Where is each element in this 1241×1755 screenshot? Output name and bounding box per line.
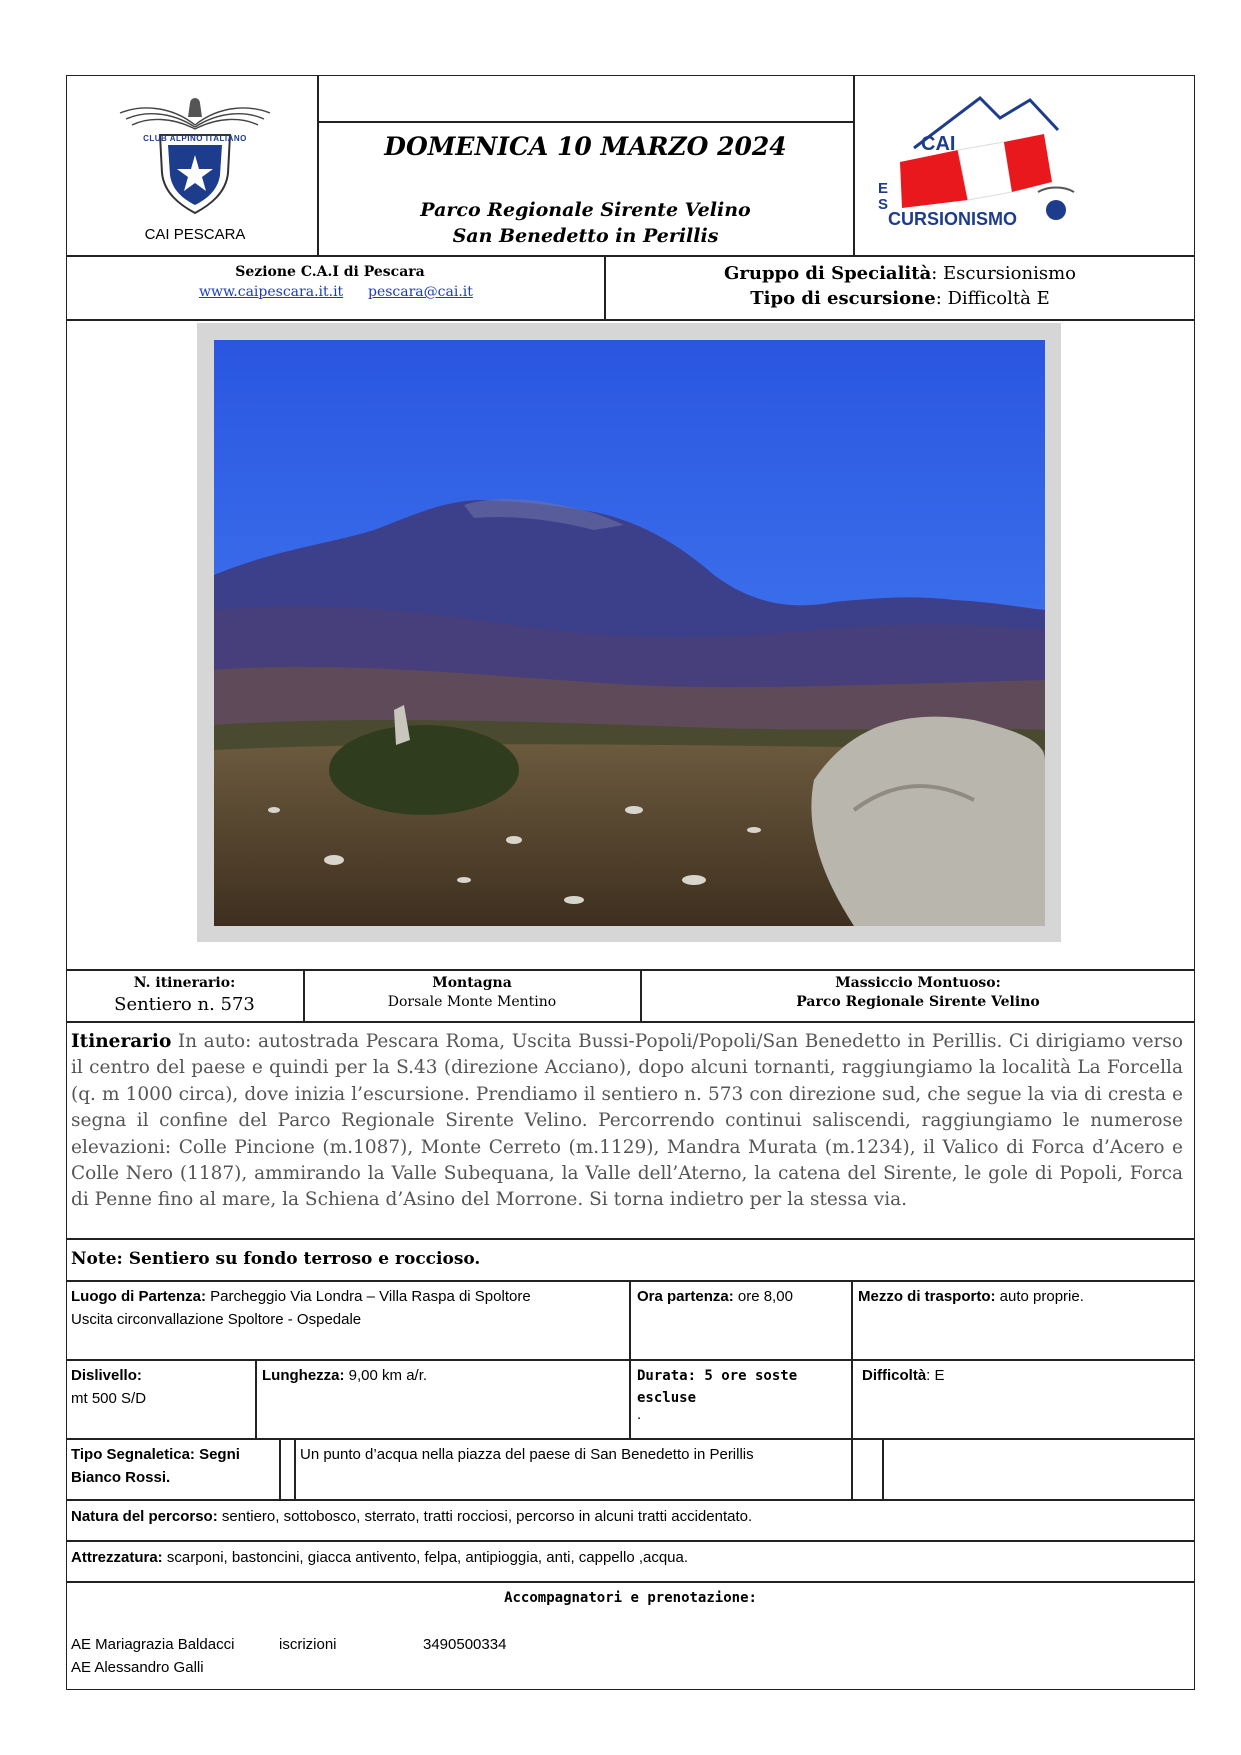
divider [853, 75, 855, 256]
divider [66, 1540, 1195, 1542]
divider [882, 1438, 884, 1500]
divider [66, 1438, 1195, 1440]
length-label: Lunghezza: [262, 1367, 345, 1384]
divider [851, 1280, 853, 1360]
mountain-label: Montagna [432, 975, 512, 991]
duration-label-2: escluse [637, 1390, 697, 1406]
water-point: Un punto d’acqua nella piazza del paese di San Benedetto in Perillis [300, 1446, 754, 1463]
signage-label-2: Bianco Rossi. [71, 1469, 171, 1486]
divider [66, 319, 1195, 321]
difficulty-label: Difficoltà [862, 1367, 927, 1384]
divider [294, 1438, 296, 1500]
divider [66, 1021, 1195, 1023]
type-label: Tipo di escursione [750, 288, 936, 309]
difficulty-value: : E [926, 1367, 945, 1384]
route-nature-label: Natura del percorso: [71, 1508, 218, 1525]
email-link[interactable]: pescara@cai.it [368, 284, 473, 300]
note-text: Note: Sentiero su fondo terroso e roccioso. [71, 1249, 481, 1269]
divider [851, 1438, 853, 1500]
type-line [605, 288, 1195, 309]
divider [66, 1280, 1195, 1282]
divider [851, 1359, 853, 1439]
length [262, 1367, 427, 1384]
divider [279, 1438, 281, 1500]
divider [66, 255, 1195, 257]
route-nature-value: sentiero, sottobosco, sterrato, tratti rocciosi, percorso in alcuni tratti accidentato. [217, 1508, 753, 1525]
departure-line [71, 1288, 531, 1305]
difficulty [862, 1367, 945, 1384]
group-value: : Escursionismo [931, 263, 1076, 284]
divider [66, 1499, 1195, 1501]
divider [629, 1280, 631, 1360]
massif-label: Massiccio Montuoso: [835, 975, 1001, 991]
logo-ring-text: CLUB ALPINO ITALIANO [143, 134, 247, 143]
departure-time-value: ore 8,00 [733, 1288, 793, 1305]
divider [66, 969, 1195, 971]
guide-name-2: AE Alessandro Galli [71, 1659, 204, 1676]
group-label: Gruppo di Specialità [724, 263, 932, 284]
cai-eagle-logo [110, 95, 280, 220]
equipment-label: Attrezzatura: [71, 1549, 163, 1566]
guides-title: Accompagnatori e prenotazione: [504, 1590, 757, 1606]
departure-label: Luogo di Partenza: [71, 1288, 206, 1305]
type-value: : Difficoltà E [935, 288, 1050, 309]
route-nature [71, 1508, 752, 1525]
divider [66, 1238, 1195, 1240]
itinerary-heading: Itinerario [71, 1031, 172, 1052]
equipment [71, 1549, 688, 1566]
itinerary-description [71, 1029, 1183, 1214]
divider [66, 1359, 1195, 1361]
divider [66, 1581, 1195, 1583]
transport-label: Mezzo di trasporto: [858, 1288, 996, 1305]
itinerary-label: N. itinerario: [133, 975, 236, 991]
logo-s-letter: S [878, 196, 889, 213]
registration-phone: 3490500334 [423, 1636, 507, 1653]
elevation-value: mt 500 S/D [71, 1390, 147, 1407]
mountain-value: Dorsale Monte Mentino [387, 994, 557, 1010]
elevation-label: Dislivello: [71, 1367, 142, 1384]
section-title: Sezione C.A.I di Pescara [235, 264, 425, 280]
place-subtitle: San Benedetto in Perillis [452, 225, 719, 247]
departure-value: Parcheggio Via Londra – Villa Raspa di Spoltore [206, 1288, 531, 1305]
guide-name-1: AE Mariagrazia Baldacci [71, 1636, 235, 1653]
duration-dot: . [637, 1406, 642, 1423]
divider [629, 1359, 631, 1439]
park-subtitle: Parco Regionale Sirente Velino [420, 199, 751, 221]
transport [858, 1288, 1084, 1305]
logo-cai-text: CAI [921, 133, 956, 155]
logo-caption: CAI PESCARA [144, 226, 246, 243]
length-value: 9,00 km a/r. [344, 1367, 428, 1384]
equipment-value: scarponi, bastoncini, giacca antivento, felpa, antipioggia, anti, cappello ,acqua. [162, 1549, 689, 1566]
website-link[interactable]: www.caipescara.it.it [199, 284, 344, 300]
departure-exit: Uscita circonvallazione Spoltore - Ospedale [71, 1311, 362, 1328]
landscape-photo [214, 340, 1045, 926]
divider [255, 1359, 257, 1439]
logo-e-letter: E [878, 180, 889, 197]
departure-time-label: Ora partenza: [637, 1288, 734, 1305]
massif-value: Parco Regionale Sirente Velino [796, 994, 1040, 1010]
page-title: DOMENICA 10 MARZO 2024 [384, 132, 787, 161]
signage-label: Tipo Segnaletica: Segni [71, 1446, 240, 1463]
duration-label: Durata: 5 ore soste [637, 1368, 798, 1384]
divider [317, 121, 853, 123]
itinerary-text: In auto: autostrada Pescara Roma, Uscita Bussi-Popoli/Popoli/San Benedetto in Perillis. Ci dirigiamo verso il centro del paese e quindi per la S.43 (direzione Acciano), dopo alcuni tornanti, raggiungiamo la località La Forcella (q. m 1000 circa), dove inizia l’escursione. Prendiamo il sentiero n. 573 con direzione sud, che segue la via di cresta e segna il confine del Parco Regionale Sirente Velino. Percorrendo continui saliscendi, raggiungiamo le numerose elevazioni: Colle Pincione (m.1087), Monte Cerreto (m.1129), Mandra Murata (m.1234), il Valico di Forca d’Acero e Colle Nero (1187), ammirando la Valle Subequana, la Valle dell’Aterno, la catena del Sirente, le gole di Popoli, Forca di Penne fino al mare, la Schiena d’Asino del Morrone. Si torna indietro per la stessa via. [71, 1031, 1183, 1211]
logo-word: CURSIONISMO [888, 209, 1018, 229]
departure-time [637, 1288, 793, 1305]
registration-label: iscrizioni [279, 1636, 337, 1653]
group-line [605, 263, 1195, 284]
transport-value: auto proprie. [995, 1288, 1084, 1305]
itinerary-value: Sentiero n. 573 [114, 994, 255, 1015]
